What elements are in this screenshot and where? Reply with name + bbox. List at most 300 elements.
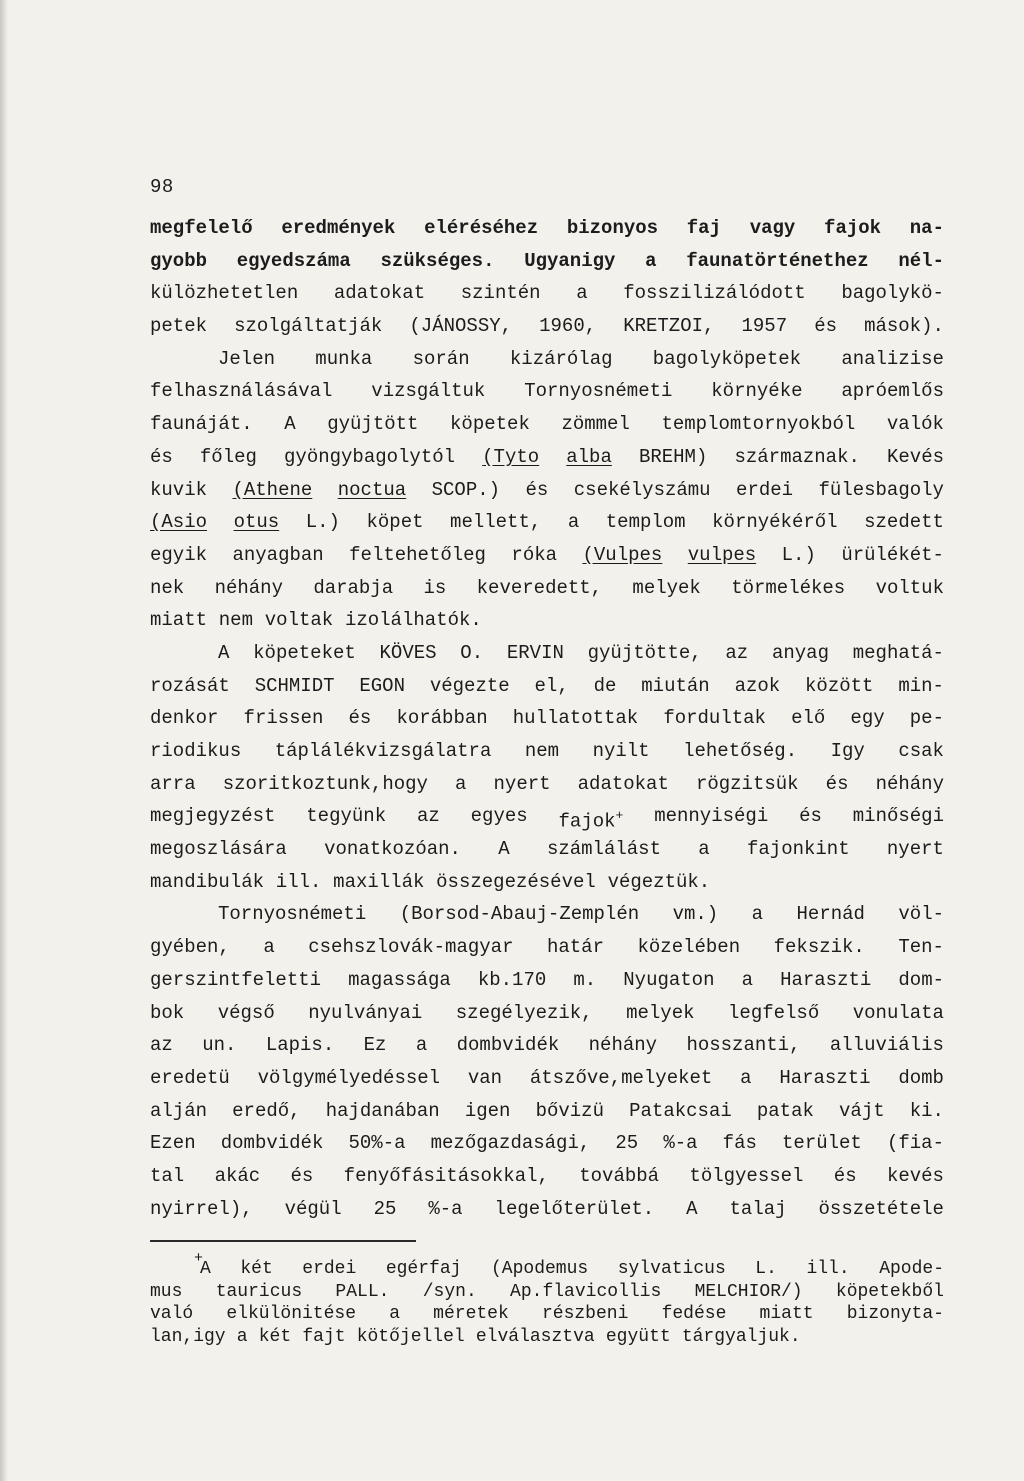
word: megjegyzést (150, 805, 276, 828)
word: O. (460, 641, 484, 664)
word: kevés (886, 1164, 944, 1187)
word: SCOP.) (431, 478, 501, 501)
word: arra (150, 772, 196, 795)
text-line (150, 1029, 944, 1062)
word: %-a (428, 1197, 463, 1220)
word: összegezésével (436, 870, 596, 893)
word: köpetek (450, 413, 530, 436)
word: a (576, 282, 588, 305)
word: elkülönitése (226, 1304, 357, 1325)
page-number: 98 (150, 176, 174, 198)
word: bizonyos (566, 217, 659, 239)
word: petek (150, 315, 208, 338)
text-line (150, 997, 944, 1030)
text-line (150, 735, 944, 768)
word: vonatkozóan. (324, 838, 461, 861)
word: közelében (637, 936, 741, 959)
word: van (467, 1066, 503, 1089)
word: számlálást (546, 838, 661, 861)
word: (Borsod-Abauj-Zemplén (399, 903, 640, 926)
word: de (593, 674, 617, 697)
word: KRETZOI, (623, 315, 715, 338)
word: (Athene (232, 478, 313, 501)
text-line (150, 833, 944, 866)
word: lehetőség. (683, 740, 798, 762)
text-line (150, 931, 944, 964)
word: csekélyszámu (573, 478, 711, 501)
word: KÖVES (379, 641, 437, 664)
word: szedett (864, 511, 944, 534)
word: csak (898, 740, 944, 762)
word: néhány (875, 772, 944, 795)
word: fenyőfásitásokkal, (343, 1164, 549, 1187)
word: is (423, 576, 447, 599)
word: A (218, 641, 230, 664)
word: PALL. (335, 1281, 390, 1302)
word: továbbá (579, 1164, 660, 1187)
word: na- (909, 217, 944, 239)
word: alba (566, 445, 612, 468)
footnote-separator (150, 1240, 416, 1242)
text-line (150, 898, 944, 931)
word: a (740, 1066, 752, 1089)
word: L. (755, 1259, 777, 1279)
word: faunatörténethez (686, 249, 869, 272)
text-line (150, 964, 944, 997)
word: Ez (363, 1034, 387, 1057)
word: főleg (199, 445, 257, 468)
word: bővizü (535, 1099, 604, 1122)
word: a (263, 936, 275, 959)
word: ill. (275, 870, 322, 893)
word: melyek (632, 576, 701, 599)
word: és (290, 1164, 314, 1187)
word: és (348, 707, 372, 730)
word: magassága (348, 968, 451, 991)
word: patak (756, 1099, 814, 1122)
word: törmelékes (731, 576, 846, 599)
word: %-a (663, 1132, 698, 1155)
word: minőségi (852, 805, 944, 828)
word: köpeteket (253, 641, 356, 664)
body-text (150, 212, 944, 1225)
footnote-marker: + (194, 1250, 204, 1267)
word: min- (898, 674, 944, 697)
word: lan,igy (150, 1326, 226, 1347)
word: méretek (433, 1304, 509, 1325)
word: erdei (736, 478, 794, 501)
word: és (150, 445, 173, 468)
word: apróemlős (841, 380, 944, 403)
word: fedése (661, 1304, 727, 1325)
word: meghatá- (852, 641, 944, 664)
word: kb.170 (477, 968, 547, 991)
word: Ten- (898, 936, 944, 959)
word: táplálékvizsgálatra (274, 740, 492, 762)
word: Hernád (796, 903, 865, 926)
word: az (150, 1034, 173, 1057)
word: elválasztva (475, 1326, 595, 1347)
word: darabja (313, 576, 394, 599)
word: végezte (429, 674, 510, 697)
word: a (741, 968, 753, 991)
word: /syn. (422, 1281, 477, 1302)
word: hullatottak (512, 707, 639, 730)
word: 1957 (741, 315, 788, 338)
word: hajdanában (325, 1099, 440, 1122)
text-line (150, 637, 944, 670)
word: (Asio (150, 511, 208, 534)
word: szoritkoztunk,hogy (222, 772, 428, 795)
word: környéke (711, 380, 803, 403)
word: adatokat (333, 282, 426, 305)
text-line (150, 800, 944, 833)
word: csehszlovák-magyar (308, 936, 514, 959)
word: alluviális (829, 1034, 944, 1057)
word: A (284, 413, 296, 436)
word: 25 (373, 1197, 397, 1220)
footnote-line (150, 1326, 944, 1349)
word: Haraszti (779, 1066, 871, 1089)
word: (Apodemus (490, 1259, 589, 1279)
word: A (200, 1259, 211, 1279)
word: nyirrel), (150, 1197, 253, 1220)
word: analizise (841, 347, 944, 370)
word: vonulata (852, 1001, 944, 1024)
word: köpet (366, 511, 424, 534)
word: megoszlására (150, 838, 287, 861)
word: nyert (493, 772, 551, 795)
text-line (150, 702, 944, 735)
word: végül (284, 1197, 342, 1220)
text-line (150, 866, 944, 899)
word: 25 (615, 1132, 639, 1155)
word: fosszilizálódott (623, 282, 806, 305)
word: bok (150, 1001, 185, 1024)
word: gyében, (150, 936, 230, 959)
text-line (150, 1095, 944, 1128)
word: végső (217, 1001, 275, 1024)
word: faj (686, 217, 721, 239)
word: kuvik (150, 478, 208, 501)
word: pe- (909, 707, 944, 730)
word: anyag (771, 641, 829, 664)
word: és (814, 315, 837, 338)
word: nem (218, 609, 253, 632)
text-line (150, 1127, 944, 1160)
text-line (150, 408, 944, 441)
word: két (240, 1259, 273, 1279)
word: és (799, 805, 822, 828)
word: Apode- (879, 1259, 944, 1279)
word: (fia- (886, 1132, 944, 1155)
word: és (525, 478, 549, 501)
word: tölgyessel (689, 1164, 804, 1187)
word: felhasználásával (150, 380, 333, 403)
word: Haraszti (780, 968, 872, 991)
word: határ (546, 936, 604, 959)
word: között (805, 674, 874, 697)
footnote-line (150, 1281, 944, 1304)
word: egérfaj (385, 1259, 462, 1279)
word: terület (782, 1132, 862, 1155)
word: Tornyosnémeti (524, 380, 673, 403)
word: Kevés (886, 445, 944, 468)
word: A (686, 1197, 698, 1220)
word: vulpes (687, 543, 757, 566)
word: néhány (214, 576, 283, 599)
word: a (236, 1326, 248, 1347)
word: korábban (396, 707, 488, 730)
word: miatt (150, 609, 208, 632)
word: köpetekből (835, 1281, 944, 1302)
text-line (150, 670, 944, 703)
word: el, (534, 674, 569, 697)
scan-edge-shadow (0, 0, 8, 1481)
word: eredő, (232, 1099, 301, 1122)
word: legfelső (728, 1001, 820, 1024)
word: megfelelő (150, 217, 253, 239)
footnote-line (150, 1303, 944, 1326)
word: mus (150, 1281, 183, 1302)
text-line (150, 506, 944, 539)
word: voltuk (875, 576, 944, 599)
word: erdei (302, 1259, 357, 1279)
text-line (150, 277, 944, 310)
word: riodikus (150, 740, 242, 762)
text-line (150, 539, 944, 572)
word: a (455, 772, 467, 795)
word: akác (214, 1164, 261, 1187)
word: Tornyosnémeti (218, 903, 367, 926)
word: néhány (588, 1034, 658, 1057)
word: egy (850, 707, 885, 730)
word: dombvidék (456, 1034, 560, 1057)
text-line (150, 375, 944, 408)
text-line (150, 1193, 944, 1226)
word: tegyünk (306, 805, 387, 828)
word: völ- (898, 903, 944, 926)
text-line (150, 212, 944, 245)
word: hosszanti, (686, 1034, 801, 1057)
word: anyagban (232, 543, 324, 566)
word: végeztük. (607, 870, 711, 893)
word: sylvaticus (617, 1259, 726, 1279)
word: nyert (886, 838, 944, 861)
text-line (150, 572, 944, 605)
text-line (150, 768, 944, 801)
word: fás (722, 1132, 757, 1155)
word: A (498, 838, 510, 861)
word: SCHMIDT (254, 674, 335, 697)
word: vagy (749, 217, 796, 239)
word: (JÁNOSSY, (409, 315, 513, 338)
word: mellett, (450, 511, 542, 534)
word: rozását (150, 674, 230, 697)
word: eredetü (150, 1066, 230, 1089)
word: keveredett, (476, 576, 603, 599)
word: frissen (243, 707, 324, 730)
word: 1960, (539, 315, 597, 338)
word: együtt (605, 1326, 671, 1347)
word: domb (898, 1066, 944, 1089)
word: adatokat (577, 772, 669, 795)
word: fordultak (663, 707, 766, 730)
word: Ugyanigy (524, 249, 616, 272)
word: alján (150, 1099, 208, 1122)
word: vizsgáltuk (371, 380, 486, 403)
word: fajok+ (558, 808, 624, 833)
word: EGON (359, 674, 405, 697)
word: kizárólag (509, 347, 613, 370)
word: templom (605, 511, 686, 534)
word: fajonkint (746, 838, 850, 861)
word: Jelen (218, 347, 276, 370)
word: maxillák (333, 870, 425, 893)
footnote (150, 1250, 944, 1348)
word: tárgyaljuk. (681, 1326, 801, 1347)
text-line (150, 310, 944, 343)
word: valók (886, 413, 944, 436)
word: környékéről (712, 511, 838, 534)
word: a (751, 903, 764, 926)
word: templomtornyokból (661, 413, 856, 436)
word: MELCHIOR/) (694, 1281, 803, 1302)
word: Lapis. (265, 1034, 335, 1057)
word: dom- (898, 968, 944, 991)
word: nem (524, 740, 560, 762)
word: gyobb (150, 249, 208, 272)
word: legelőterület. (494, 1197, 655, 1220)
word: az (416, 805, 440, 828)
word: mennyiségi (654, 805, 769, 828)
word: izolálhatók. (344, 609, 482, 632)
word: un. (202, 1034, 237, 1057)
word: részbeni (541, 1304, 629, 1325)
word: nyulványai (308, 1001, 423, 1024)
word: nél- (898, 249, 944, 272)
text-line (150, 245, 944, 278)
text-line (150, 1062, 944, 1095)
word: m. (573, 968, 597, 991)
word: igen (464, 1099, 511, 1122)
word: fajok (824, 217, 882, 239)
word: talaj (729, 1197, 787, 1220)
word: egyik (150, 543, 208, 566)
word: Igy (830, 740, 865, 762)
word: és (825, 772, 849, 795)
word: Nyugaton (623, 968, 715, 991)
word: voltak (264, 609, 334, 632)
word: feltehetőleg (349, 543, 486, 566)
word: szolgáltatják (234, 315, 383, 338)
word: a (415, 1034, 428, 1057)
word: összetétele (818, 1197, 944, 1220)
word: rögzitsük (695, 772, 799, 795)
word: szintén (460, 282, 541, 305)
word: külözhetetlen (150, 282, 299, 305)
word: faunáját. (150, 413, 253, 436)
word: gyüjtött (327, 413, 419, 436)
word: melyek (626, 1001, 695, 1024)
word: zömmel (561, 413, 630, 436)
word: vm.) (672, 903, 719, 926)
text-line (150, 474, 944, 507)
text-line (150, 604, 944, 637)
word: róka (511, 543, 558, 566)
word: során (412, 347, 470, 370)
word: a (389, 1304, 400, 1325)
word: bagolykö- (841, 282, 944, 305)
text-line (150, 343, 944, 376)
word: otus (233, 511, 280, 534)
word: ki. (909, 1099, 944, 1122)
word: a (698, 838, 710, 861)
word: való (150, 1304, 194, 1325)
word: bagolyköpetek (652, 347, 802, 370)
word: két (258, 1326, 292, 1347)
word: dombvidék (220, 1132, 324, 1155)
word: eléréséhez (424, 217, 539, 239)
word: ill. (806, 1259, 850, 1279)
word: noctua (337, 478, 407, 501)
word: gyöngybagolytól (284, 445, 456, 468)
word: denkor (150, 707, 219, 730)
word: azok (734, 674, 781, 697)
word: (Tyto (482, 445, 540, 468)
word: elő (791, 707, 826, 730)
word: átszőve,melyeket (529, 1066, 713, 1089)
word: bizonyta- (846, 1304, 944, 1325)
word: BREHM) (638, 445, 708, 468)
word: Ap.flavicollis (510, 1281, 662, 1302)
footnote-line (150, 1250, 944, 1281)
word: gyüjtötte, (587, 641, 702, 664)
word: miatt (759, 1304, 814, 1325)
word: völgymélyedéssel (257, 1066, 441, 1089)
word: Ezen (150, 1132, 196, 1155)
word: eredmények (281, 217, 396, 239)
word: gerszintfeletti (150, 968, 322, 991)
text-line (150, 441, 944, 474)
word: egyedszáma (236, 249, 351, 272)
word: (Vulpes (582, 543, 663, 566)
word: nyilt (592, 740, 650, 762)
word: egyes (470, 805, 528, 828)
word: mások). (864, 315, 944, 338)
word: mezőgazdasági, (430, 1132, 591, 1155)
word: L.) (781, 543, 816, 566)
word: a (645, 249, 657, 272)
word: és (833, 1164, 857, 1187)
word: kötőjellel (356, 1326, 465, 1347)
word: vájt (839, 1099, 885, 1122)
word: fekszik. (773, 936, 865, 959)
word: L.) (305, 511, 340, 534)
word: tal (150, 1164, 185, 1187)
word: fülesbagoly (818, 478, 944, 501)
word: miután (641, 674, 710, 697)
word: szükséges. (380, 249, 495, 272)
word: fajt (302, 1326, 346, 1347)
word: ERVIN (506, 641, 564, 664)
word: munka (315, 347, 373, 370)
word: az (725, 641, 749, 664)
word: a (567, 511, 580, 534)
text-line (150, 1160, 944, 1193)
word: ürülékét- (841, 543, 944, 566)
word: nek (150, 576, 185, 599)
